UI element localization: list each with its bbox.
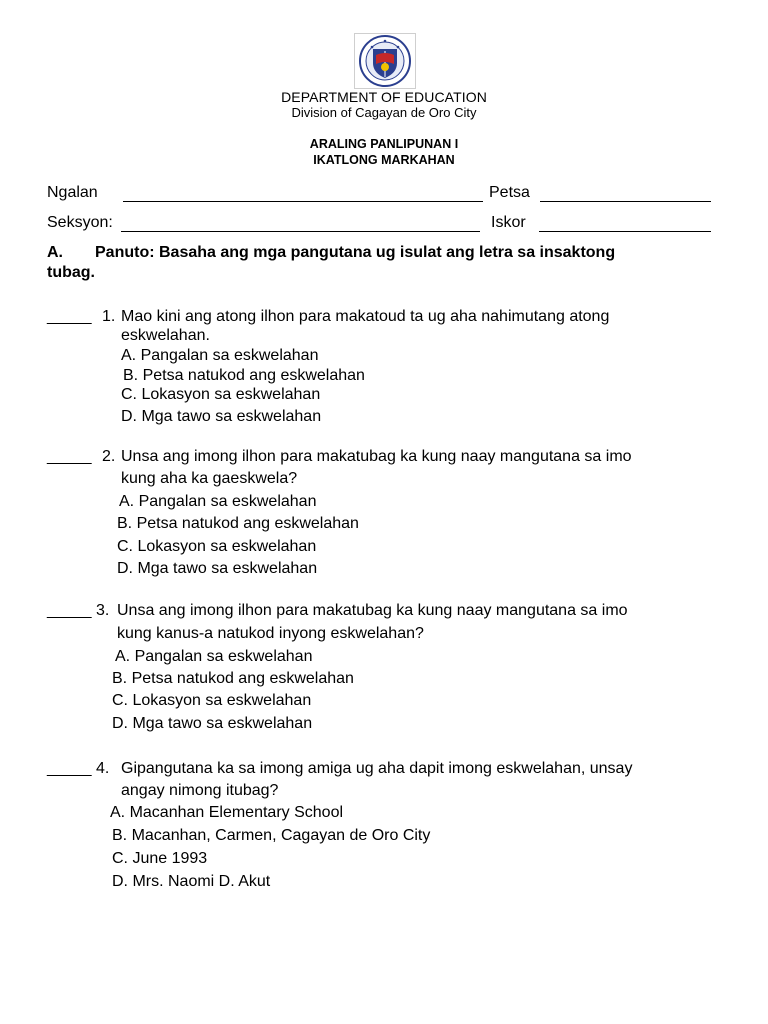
question-4-number: 4. [96,760,110,777]
question-3-line1: Unsa ang imong ilhon para makatubag ka kung naay mangutana sa imo [117,602,628,619]
question-3-choice-b: B. Petsa natukod ang eskwelahan [112,670,354,687]
question-4-choice-c: C. June 1993 [112,850,208,867]
question-4-blank[interactable]: _____ [47,760,92,777]
question-1-number: 1. [102,308,116,325]
question-2-line1: Unsa ang imong ilhon para makatubag ka kung naay mangutana sa imo [121,448,632,465]
name-label: Ngalan [47,184,98,201]
question-4-choice-a: A. Macanhan Elementary School [110,804,344,821]
question-2-number: 2. [102,448,116,465]
question-4-line1: Gipangutana ka sa imong amiga ug aha dapit imong eskwelahan, unsay [121,760,633,777]
date-line[interactable] [540,187,711,207]
question-1-blank[interactable]: _____ [47,308,92,325]
question-2-choice-d: D. Mga tawo sa eskwelahan [117,560,318,577]
question-1-line1: Mao kini ang atong ilhon para makatoud ta ug aha nahimutang atong [121,308,610,325]
question-2-choice-a: A. Pangalan sa eskwelahan [119,493,317,510]
question-3-number: 3. [96,602,110,619]
department-title: DEPARTMENT OF EDUCATION [281,89,487,105]
question-1-line2: eskwelahan. [121,327,210,344]
question-4-choice-d: D. Mrs. Naomi D. Akut [112,873,271,890]
question-1-choice-d: D. Mga tawo sa eskwelahan [121,408,322,425]
question-2-line2: kung aha ka gaeskwela? [121,470,298,487]
quarter-title: IKATLONG MARKAHAN [313,153,455,167]
question-1-choice-b: B. Petsa natukod ang eskwelahan [123,367,365,384]
question-2-choice-c: C. Lokasyon sa eskwelahan [117,538,317,555]
division-title: Division of Cagayan de Oro City [291,105,477,120]
section-line[interactable] [121,217,480,237]
question-4-choice-b: B. Macanhan, Carmen, Cagayan de Oro City [112,827,431,844]
subject-title: ARALING PANLIPUNAN I [309,137,459,151]
question-3-choice-d: D. Mga tawo sa eskwelahan [112,715,313,732]
score-label: Iskor [491,214,526,231]
instruction-line2: tubag. [47,264,95,281]
question-3-choice-a: A. Pangalan sa eskwelahan [115,648,313,665]
question-3-choice-c: C. Lokasyon sa eskwelahan [112,692,312,709]
question-2-blank[interactable]: _____ [47,448,92,465]
date-label: Petsa [489,184,530,201]
instruction-letter: A. [47,244,63,261]
deped-seal-icon [354,33,416,89]
question-3-line2: kung kanus-a natukod inyong eskwelahan? [117,625,424,642]
name-line[interactable] [123,187,483,207]
section-label: Seksyon: [47,214,113,231]
question-3-blank[interactable]: _____ [47,602,92,619]
question-1-choice-a: A. Pangalan sa eskwelahan [121,347,319,364]
question-4-line2: angay nimong itubag? [121,782,279,799]
deped-seal [354,33,416,89]
question-2-choice-b: B. Petsa natukod ang eskwelahan [117,515,359,532]
question-1-choice-c: C. Lokasyon sa eskwelahan [121,386,321,403]
score-line[interactable] [539,217,711,237]
instruction-line1: Panuto: Basaha ang mga pangutana ug isulat ang letra sa insaktong [95,244,616,261]
